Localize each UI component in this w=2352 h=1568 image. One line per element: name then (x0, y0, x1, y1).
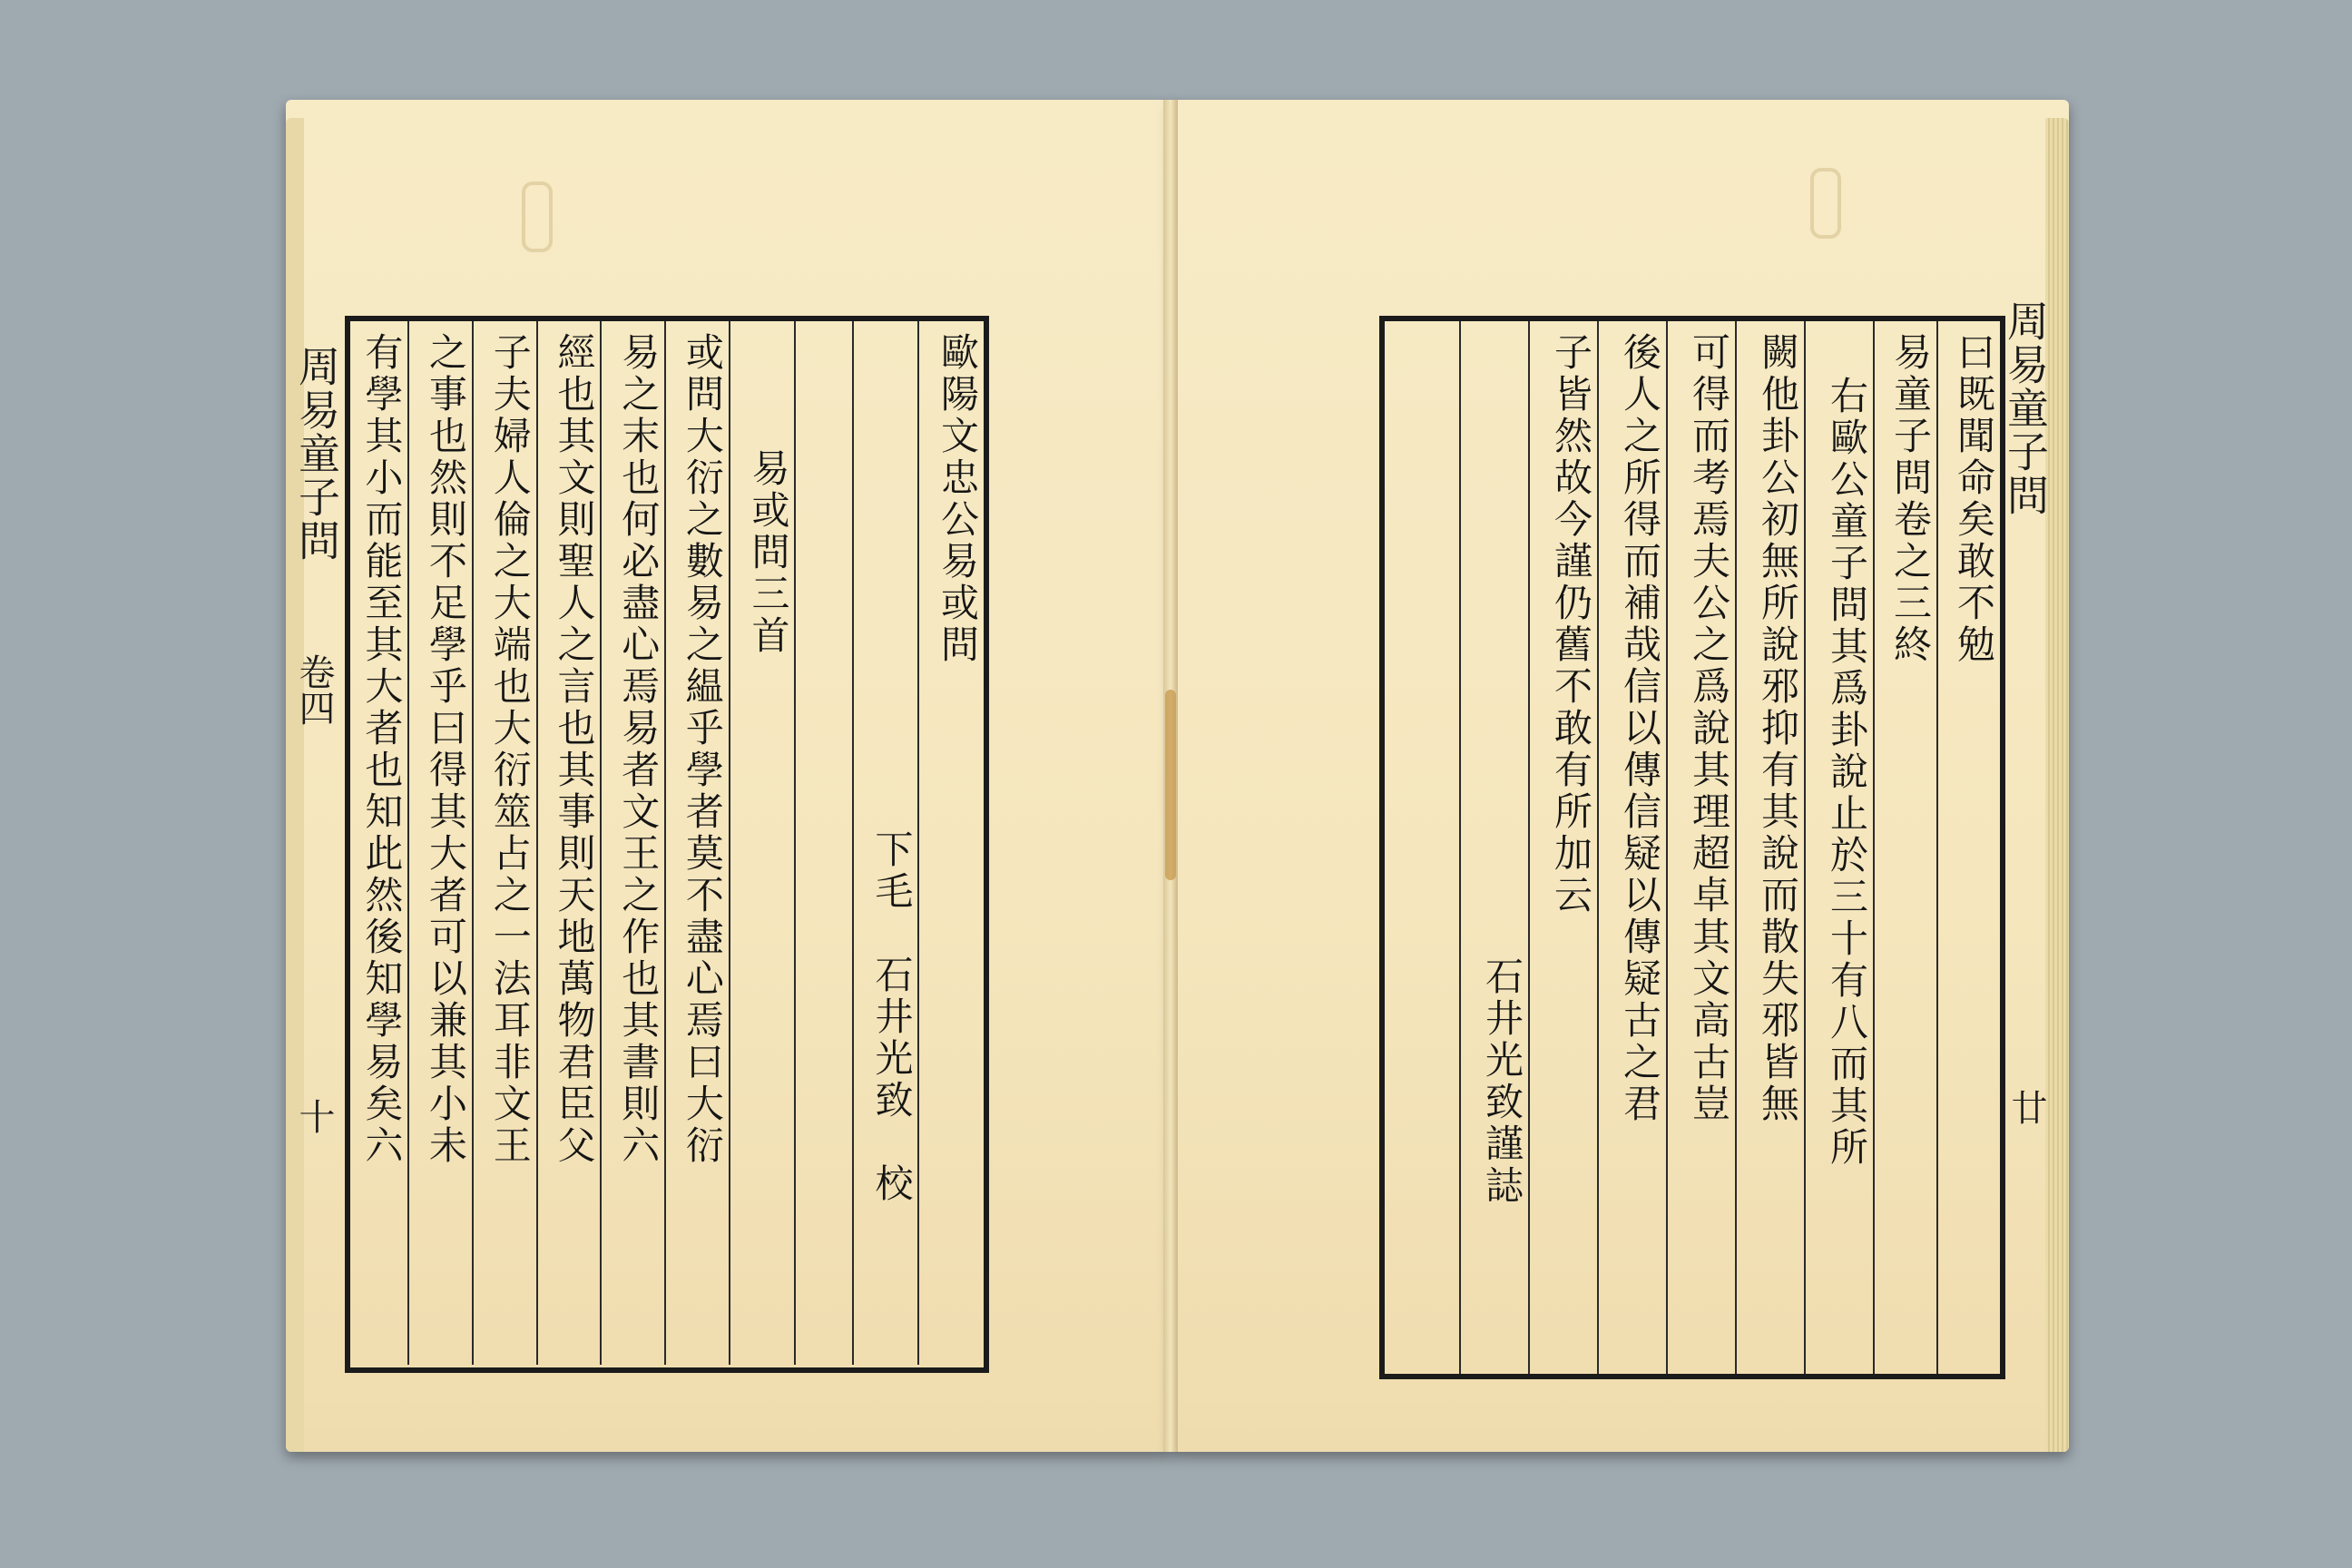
postscript-column: 右歐公童子問其爲卦說止於三十有八而其所 (1804, 321, 1873, 1374)
right-edge-folio: 廿 (2005, 1089, 2047, 1125)
page-crease-mark (1810, 168, 1841, 239)
left-edge-folio: 十 (293, 1098, 335, 1134)
volume-end-column: 易童子問卷之三終 (1873, 321, 1936, 1374)
right-edge-title: 周易童子問 (2001, 299, 2050, 517)
closing-line-column: 曰既聞命矣敢不勉 (1936, 321, 2000, 1374)
postscript-column: 闕他卦公初無所說邪抑有其說而散失邪皆無 (1735, 321, 1804, 1374)
body-column: 易之末也何必盡心焉易者文王之作也其書則六 (600, 321, 664, 1365)
page-crease-mark (522, 181, 553, 252)
body-column: 之事也然則不足學乎曰得其大者可以兼其小未 (407, 321, 472, 1365)
subheading-column (729, 321, 795, 1365)
blank-column (794, 321, 851, 1365)
postscript-column: 可得而考焉夫公之爲說其理超卓其文高古豈 (1666, 321, 1735, 1374)
left-text-columns (350, 321, 984, 1365)
blank-column (1387, 321, 1459, 1374)
heading-column (917, 321, 984, 1365)
postscript-column: 後人之所得而補哉信以傳信疑以傳疑古之君 (1597, 321, 1666, 1374)
body-column: 或問大衍之數易之緼乎學者莫不盡心焉曰大衍 (664, 321, 729, 1365)
subheading: 易或問三首 (746, 448, 791, 657)
left-edge-title: 周易童子問 (292, 345, 341, 563)
body-column: 子夫婦人倫之大端也大衍筮占之一法耳非文王 (472, 321, 536, 1365)
signature-column: 石井光致謹誌 (1459, 321, 1528, 1374)
right-text-columns (1385, 321, 2000, 1374)
left-page-edge (286, 118, 304, 1452)
proofreader-role: 校 (869, 1163, 915, 1205)
proofreader-place: 下毛 (869, 829, 915, 913)
proofreader-column (852, 321, 918, 1365)
postscript-column: 子皆然故今謹仍舊不敢有所加云 (1528, 321, 1597, 1374)
body-column: 經也其文則聖人之言也其事則天地萬物君臣父 (536, 321, 601, 1365)
left-edge-juan: 卷四 (293, 653, 335, 726)
heading: 歐陽文忠公易或問 (936, 332, 980, 666)
body-column: 有學其小而能至其大者也知此然後知學易矣六 (359, 332, 405, 1167)
binding-thread (1165, 690, 1176, 880)
proofreader-name: 石井光致 (869, 955, 915, 1122)
